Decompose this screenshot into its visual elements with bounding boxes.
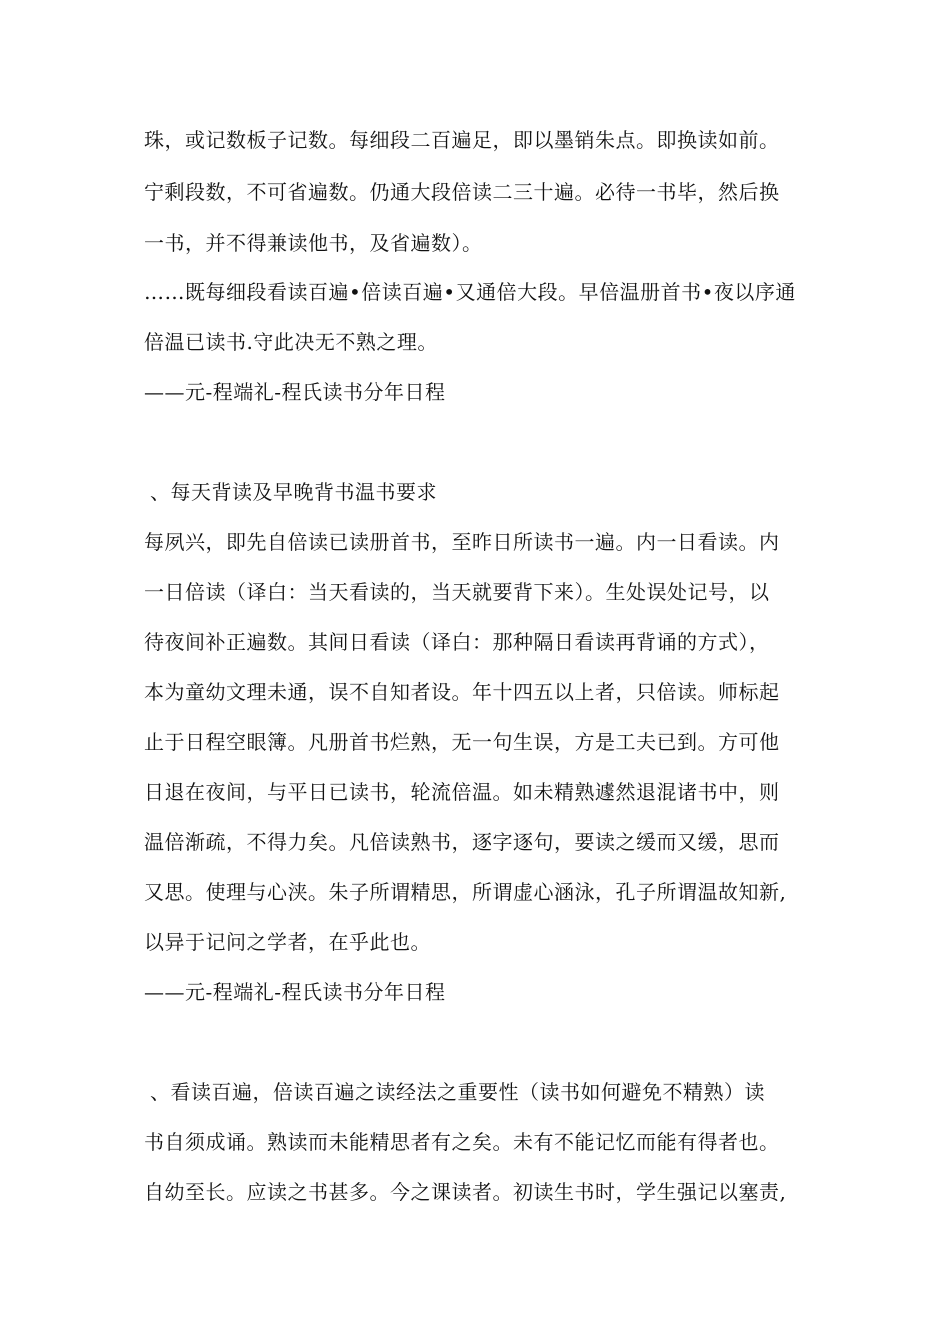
paragraph-line: 珠，或记数板子记数。每细段二百遍足，即以墨销朱点。即换读如前。 xyxy=(144,128,780,152)
paragraph-line: 温倍渐疏，不得力矣。凡倍读熟书，逐字逐句，要读之缓而又缓，思而 xyxy=(144,830,780,854)
section-heading: 、看读百遍，倍读百遍之读经法之重要性（读书如何避免不精熟）读 xyxy=(150,1080,765,1104)
paragraph-line: 止于日程空眼簿。凡册首书烂熟，无一句生误，方是工夫已到。方可他 xyxy=(144,730,780,754)
paragraph-line: 以异于记问之学者，在乎此也。 xyxy=(144,930,431,954)
paragraph-line: 一书，并不得兼读他书，及省遍数）。 xyxy=(144,231,483,255)
paragraph-line: 本为童幼文理未通，误不自知者设。年十四五以上者，只倍读。师标起 xyxy=(144,680,780,704)
paragraph-line: 一日倍读（译白：当天看读的，当天就要背下来）。生处误处记号，以 xyxy=(144,580,770,604)
section-heading: 、每天背读及早晚背书温书要求 xyxy=(150,480,437,504)
paragraph-line: ……既每细段看读百遍•倍读百遍•又通倍大段。早倍温册首书•夜以序通 xyxy=(144,280,796,304)
paragraph-line: 书自须成诵。熟读而未能精思者有之矣。未有不能记忆而能有得者也。 xyxy=(144,1130,780,1154)
attribution: ——元-程端礼-程氏读书分年日程 xyxy=(144,380,446,404)
paragraph-line: 日退在夜间，与平日已读书，轮流倍温。如未精熟遽然退混诸书中，则 xyxy=(144,780,780,804)
paragraph-line: 每夙兴，即先自倍读已读册首书，至昨日所读书一遍。内一日看读。内 xyxy=(144,530,780,554)
paragraph-line: 又思。使理与心浃。朱子所谓精思，所谓虚心涵泳，孔子所谓温故知新, xyxy=(144,880,787,904)
paragraph-line: 倍温已读书.守此决无不熟之理。 xyxy=(144,330,438,354)
paragraph-line: 宁剩段数，不可省遍数。仍通大段倍读二三十遍。必待一书毕，然后换 xyxy=(144,180,780,204)
attribution: ——元-程端礼-程氏读书分年日程 xyxy=(144,980,446,1004)
paragraph-line: 自幼至长。应读之书甚多。今之课读者。初读生书时，学生强记以塞责, xyxy=(144,1180,787,1204)
paragraph-line: 待夜间补正遍数。其间日看读（译白：那种隔日看读再背诵的方式）， xyxy=(144,630,770,654)
